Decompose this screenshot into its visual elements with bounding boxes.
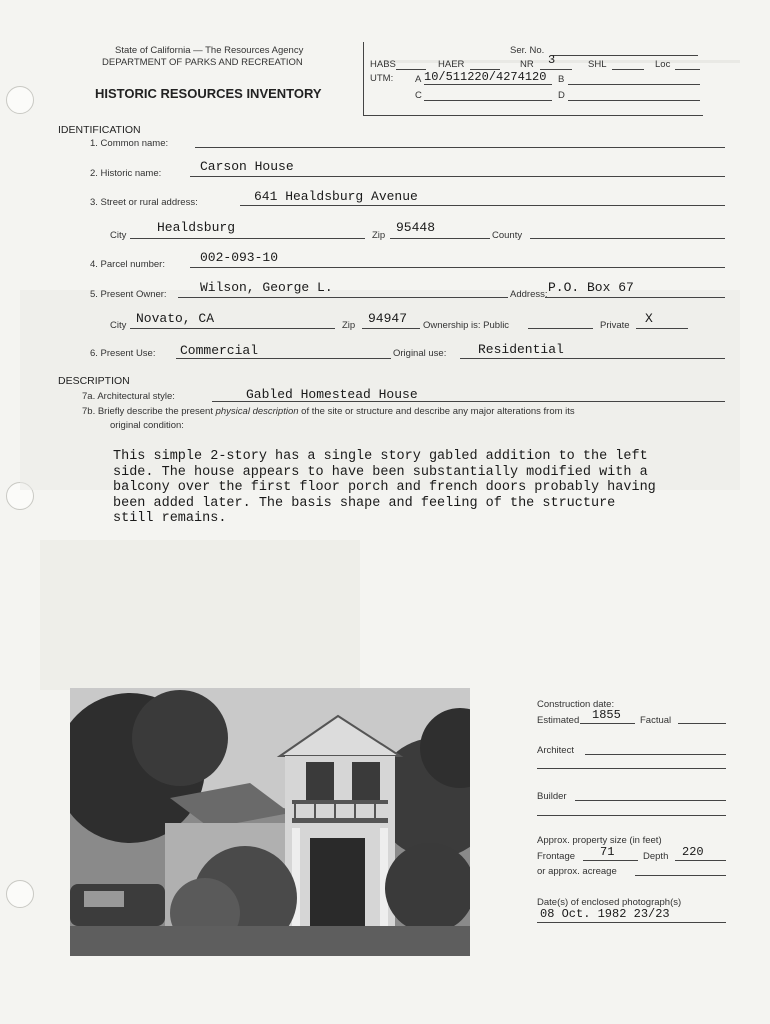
zip-label: Zip	[372, 230, 386, 241]
city-label: City	[110, 230, 127, 241]
utm-c-label: C	[415, 90, 422, 101]
builder-label: Builder	[537, 791, 567, 802]
utm-label: UTM:	[370, 73, 394, 84]
house-photo-image	[70, 688, 470, 956]
style-value: Gabled Homestead House	[246, 387, 418, 402]
utm-a-label: A	[415, 74, 422, 85]
owner-address-value: P.O. Box 67	[548, 280, 634, 295]
owner-city-label: City	[110, 320, 127, 331]
address-label: 3. Street or rural address:	[90, 197, 198, 208]
photo-date-label: Date(s) of enclosed photograph(s)	[537, 897, 682, 908]
owner-city-value: Novato, CA	[136, 311, 215, 326]
parcel-value: 002-093-10	[200, 250, 279, 265]
frontage-value: 71	[600, 845, 615, 859]
nr-label: NR	[520, 59, 534, 70]
owner-zip-label: Zip	[342, 320, 356, 331]
owner-zip-value: 94947	[368, 311, 408, 326]
bleed-through	[380, 60, 740, 63]
original-use-label: Original use:	[393, 348, 447, 359]
estimated-label: Estimated	[537, 715, 580, 726]
acreage-label: or approx. acreage	[537, 866, 617, 877]
bleed-through	[40, 540, 360, 690]
common-name-label: 1. Common name:	[90, 138, 169, 149]
city-value: Healdsburg	[157, 220, 236, 235]
property-size-label: Approx. property size (in feet)	[537, 835, 662, 846]
historic-name-value: Carson House	[200, 159, 294, 174]
form-title: HISTORIC RESOURCES INVENTORY	[95, 86, 322, 101]
habs-label: HABS	[370, 59, 396, 70]
construction-date-label: Construction date:	[537, 699, 615, 710]
owner-address-label: Address:	[510, 289, 548, 300]
depth-value: 220	[682, 845, 704, 859]
loc-label: Loc	[655, 59, 671, 70]
ownership-label: Ownership is: Public	[423, 320, 510, 331]
frontage-label: Frontage	[537, 851, 576, 862]
private-mark: X	[645, 311, 653, 326]
photo-date-value: 08 Oct. 1982 23/23	[540, 907, 670, 921]
agency-line-1: State of California — The Resources Agency	[115, 45, 304, 56]
utm-a-value: 10/511220/4274120	[424, 70, 547, 84]
county-label: County	[492, 230, 523, 241]
style-label: 7a. Architectural style:	[82, 391, 175, 402]
brief-description-label: 7b. Briefly describe the present physical description of the site or structure and describe any major alterations from its	[82, 406, 575, 417]
original-use-value: Residential	[478, 342, 564, 357]
estimated-value: 1855	[592, 708, 621, 722]
ser-box-border	[363, 115, 703, 116]
owner-label: 5. Present Owner:	[90, 289, 167, 300]
identification-heading: IDENTIFICATION	[58, 124, 141, 136]
brief-description-label-line2: original condition:	[110, 420, 184, 431]
historic-name-label: 2. Historic name:	[90, 168, 162, 179]
description-heading: DESCRIPTION	[58, 375, 130, 387]
common-name-field	[195, 147, 725, 148]
owner-value: Wilson, George L.	[200, 280, 333, 295]
physical-description-text: This simple 2-story has a single story gabled addition to the left side. The house appears to have been substantially modified with a balcony over the first floor porch and french doors probably having been added later. The basis shape and feeling of the structure still remains.	[113, 449, 656, 526]
ser-box-border	[363, 42, 364, 116]
punch-hole	[6, 86, 34, 114]
factual-label: Factual	[640, 715, 672, 726]
depth-label: Depth	[643, 851, 669, 862]
house-photograph	[70, 688, 470, 956]
zip-value: 95448	[396, 220, 436, 235]
architect-label: Architect	[537, 745, 574, 756]
ser-no-label: Ser. No.	[510, 45, 545, 56]
utm-d-label: D	[558, 90, 565, 101]
haer-label: HAER	[438, 59, 465, 70]
address-value: 641 Healdsburg Avenue	[254, 189, 418, 204]
nr-value: 3	[548, 53, 556, 67]
utm-b-label: B	[558, 74, 565, 85]
private-label: Private	[600, 320, 630, 331]
punch-hole	[6, 880, 34, 908]
present-use-label: 6. Present Use:	[90, 348, 156, 359]
shl-label: SHL	[588, 59, 607, 70]
parcel-label: 4. Parcel number:	[90, 259, 165, 270]
agency-line-2: DEPARTMENT OF PARKS AND RECREATION	[102, 57, 303, 68]
present-use-value: Commercial	[180, 343, 259, 358]
